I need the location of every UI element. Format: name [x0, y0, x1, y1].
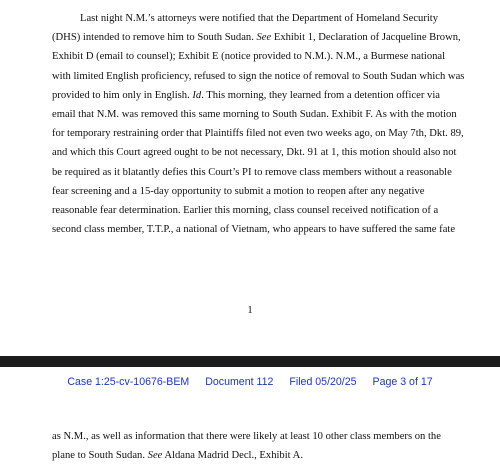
paragraph-text: Exhibit 1, Declaration of Jacqueline Brown,	[271, 32, 461, 44]
citation-signal: See	[147, 450, 163, 462]
body-paragraph	[52, 9, 465, 239]
paragraph-text: provided to him only in English.	[52, 89, 193, 101]
paragraph-text: (DHS) intended to remove him to South Sudan.	[52, 32, 257, 44]
citation-signal: See	[256, 32, 272, 44]
paragraph-line	[52, 86, 456, 105]
citation-signal: Id	[192, 89, 202, 101]
paragraph-line: as N.M., as well as information that there were likely at least 10 other class members on the	[52, 431, 441, 442]
paragraph-line	[52, 28, 461, 47]
page-number: 1	[247, 305, 253, 316]
page-indicator: Page 3 of 17	[372, 376, 433, 388]
filed-date: Filed 05/20/25	[289, 376, 357, 388]
body-paragraph-continued	[52, 427, 472, 465]
document-number: Document 112	[205, 376, 274, 388]
paragraph-line: fear screening and a 15-day opportunity to submit a motion to reopen after any negative	[52, 185, 425, 197]
paragraph-line: for temporary restraining order that Plaintiffs filed not even two weeks ago, on May 7th, Dkt. 89,	[52, 128, 464, 140]
paragraph-line: email that N.M. was removed this same morning to South Sudan. Exhibit F. As with the motion	[52, 108, 457, 120]
paragraph-line: Last night N.M.’s attorneys were notified that the Department of Homeland Security	[80, 13, 439, 24]
paragraph-line: and which this Court agreed ought to be not necessary, Dkt. 91 at 1, this motion should also not	[52, 147, 457, 159]
paragraph-text: Aldana Madrid Decl., Exhibit A.	[162, 450, 303, 462]
paragraph-line: reasonable fear determination. Earlier this morning, class counsel received notification of a	[52, 204, 439, 216]
case-number: Case 1:25-cv-10676-BEM	[67, 376, 190, 388]
paragraph-text: plane to South Sudan.	[52, 450, 148, 462]
paragraph-line: be required as it blatantly defies this Court’s PI to remove class members without a reasonable	[52, 166, 452, 178]
paragraph-line: Exhibit D (email to counsel); Exhibit E (notice provided to N.M.). N.M., a Burmese national	[52, 51, 446, 63]
paragraph-line	[52, 446, 472, 465]
paragraph-line: with limited English proficiency, refused to sign the notice of removal to South Sudan which was	[52, 70, 465, 82]
ecf-header-text	[0, 376, 500, 388]
paragraph-line: second class member, T.T.P., a national of Vietnam, who appears to have suffered the same fate	[52, 224, 456, 236]
paragraph-text: . This morning, they learned from a detention officer via	[201, 89, 440, 101]
page-divider	[0, 356, 500, 367]
